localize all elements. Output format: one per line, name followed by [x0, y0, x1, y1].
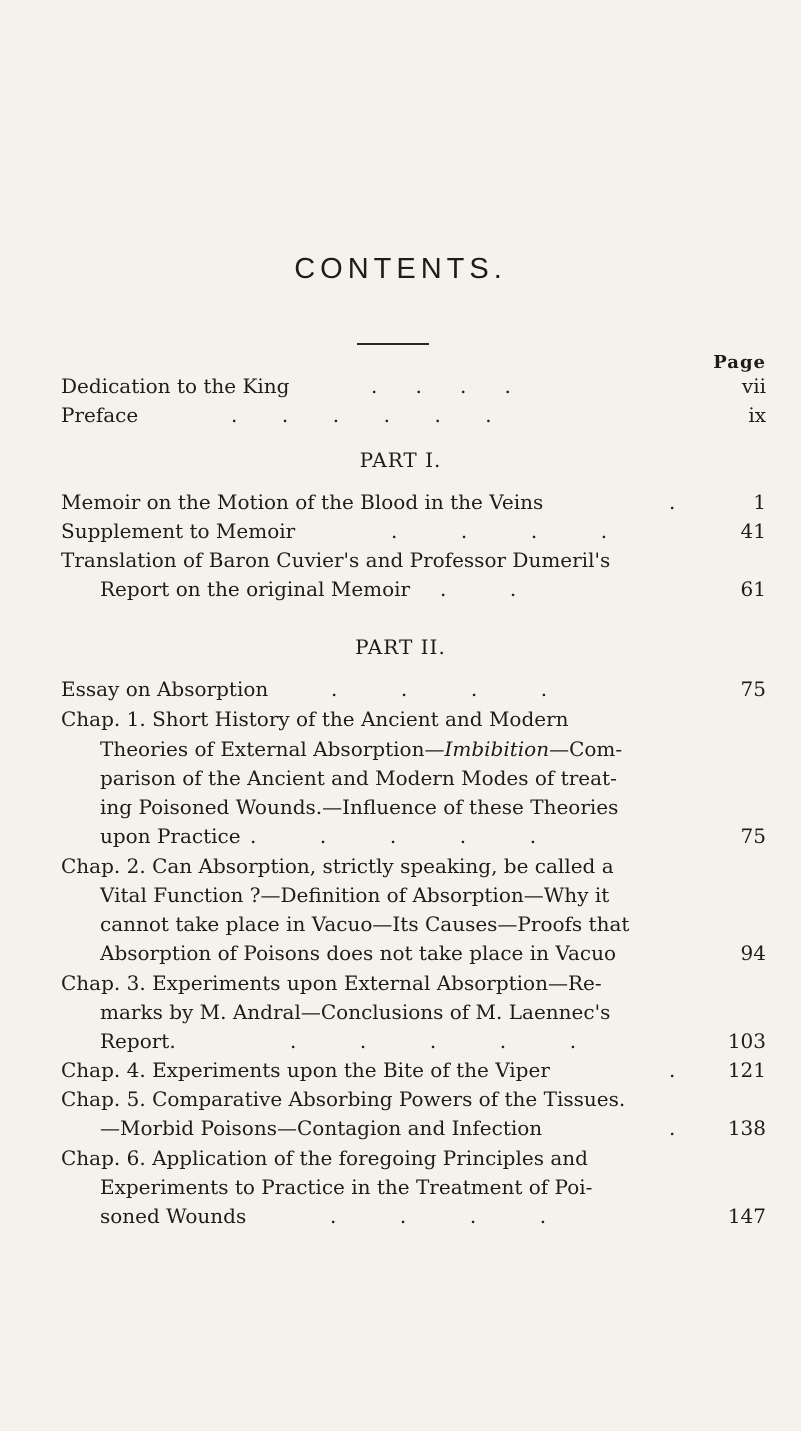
leader-dots: .: [669, 1116, 676, 1140]
toc-entry-memoir[interactable]: [61, 488, 766, 517]
leader-dots: .: [669, 490, 676, 514]
toc-entry-page: 147: [727, 1204, 766, 1228]
toc-entry-page: 121: [727, 1058, 766, 1082]
leader-dots: . .: [440, 577, 517, 601]
page-title: CONTENTS.: [294, 253, 507, 285]
toc-entry-essay[interactable]: [61, 675, 766, 704]
toc-entry-title: Report on the original Memoir: [100, 577, 411, 601]
toc-entry-translation-cont[interactable]: [100, 575, 766, 604]
toc-line-text: —Morbid Poisons—Contagion and Infection: [100, 1116, 543, 1140]
toc-entry-page: 75: [740, 824, 766, 848]
toc-entry-page: 94: [740, 941, 766, 965]
leader-dots: . . . .: [371, 374, 511, 398]
toc-line-text: Theories of External Absorption—: [100, 737, 445, 761]
toc-entry-chap-6[interactable]: [61, 1144, 766, 1173]
toc-entry-chap-5[interactable]: [61, 1085, 766, 1114]
toc-entry-title: Dedication to the King: [61, 374, 290, 398]
toc-entry-chap-2-line: [100, 939, 766, 968]
leader-dots: . . . . .: [250, 824, 537, 848]
toc-entry-title: Chap. 5. Comparative Absorbing Powers of the Tissues.: [61, 1087, 626, 1111]
toc-entry-page: vii: [741, 374, 766, 398]
toc-line-italic: Imbibition: [444, 737, 550, 761]
toc-line-text: soned Wounds: [100, 1204, 247, 1228]
toc-entry-page: 41: [740, 519, 766, 543]
toc-entry-title: Chap. 6. Application of the foregoing Principles and: [61, 1146, 588, 1170]
toc-entry-page: ix: [748, 403, 766, 427]
toc-entry-title: Supplement to Memoir: [61, 519, 296, 543]
toc-entry-chap-2[interactable]: [61, 852, 766, 881]
leader-dots: . . . .: [330, 1204, 547, 1228]
toc-entry-title: Preface: [61, 403, 139, 427]
toc-entry-chap-2-line: [100, 910, 766, 939]
toc-entry-preface[interactable]: [61, 401, 766, 430]
toc-entry-page: 1: [753, 490, 766, 514]
leader-dots: . . . .: [391, 519, 608, 543]
toc-entry-page: 75: [740, 677, 766, 701]
toc-entry-translation[interactable]: [61, 546, 766, 575]
toc-entry-chap-2-line: [100, 881, 766, 910]
toc-line-text: upon Practice: [100, 824, 241, 848]
leader-dots: . . . .: [331, 677, 548, 701]
toc-entry-chap-1-line: [100, 764, 766, 793]
leader-dots: . . . . .: [290, 1029, 577, 1053]
toc-entry-chap-1-line: [100, 793, 766, 822]
part-heading: PART I.: [359, 448, 442, 472]
toc-entry-chap-5-line: [100, 1114, 766, 1143]
toc-entry-chap-3[interactable]: [61, 969, 766, 998]
toc-entry-chap-3-line: [100, 998, 766, 1027]
part-heading: PART II.: [355, 635, 446, 659]
toc-entry-dedication[interactable]: [61, 372, 766, 401]
toc-entry-page: 138: [727, 1116, 766, 1140]
toc-entry-title: Translation of Baron Cuvier's and Professor Dumeril's: [61, 548, 611, 572]
toc-entry-chap-3-line: [100, 1027, 766, 1056]
toc-entry-page: 103: [727, 1029, 766, 1053]
toc-line-text: Report.: [100, 1029, 176, 1053]
title-rule: [357, 343, 429, 345]
toc-entry-chap-4[interactable]: [61, 1056, 766, 1085]
toc-entry-supplement[interactable]: [61, 517, 766, 546]
toc-entry-chap-6-line: [100, 1202, 766, 1231]
toc-entry-title: Chap. 4. Experiments upon the Bite of the Viper: [61, 1058, 550, 1082]
toc-entry-title: Memoir on the Motion of the Blood in the Veins: [61, 490, 544, 514]
toc-entry-title: Essay on Absorption: [61, 677, 269, 701]
toc-entry-page: 61: [740, 577, 766, 601]
toc-line-text: —Com-: [549, 737, 623, 761]
toc-line-text: cannot take place in Vacuo—Its Causes—Proofs that: [100, 912, 630, 936]
toc-line-text: Experiments to Practice in the Treatment of Poi-: [100, 1175, 593, 1199]
toc-entry-chap-1-line: [100, 735, 766, 764]
toc-line-text: parison of the Ancient and Modern Modes of treat-: [100, 766, 617, 790]
toc-entry-chap-6-line: [100, 1173, 766, 1202]
toc-entry-chap-1-line: [100, 822, 766, 851]
toc-entry-title: Chap. 3. Experiments upon External Absorption—Re-: [61, 971, 602, 995]
page-column-header: Page: [713, 352, 766, 373]
toc-line-text: ing Poisoned Wounds.—Influence of these Theories: [100, 795, 619, 819]
toc-line-text: marks by M. Andral—Conclusions of M. Laennec's: [100, 1000, 611, 1024]
toc-entry-title: Chap. 2. Can Absorption, strictly speaking, be called a: [61, 854, 614, 878]
leader-dots: . . . . . .: [231, 403, 492, 427]
leader-dots: .: [669, 1058, 676, 1082]
toc-entry-chap-1[interactable]: [61, 705, 766, 734]
toc-entry-title: Chap. 1. Short History of the Ancient and Modern: [61, 707, 569, 731]
toc-line-text: Absorption of Poisons does not take place in Vacuo: [100, 941, 617, 965]
toc-line-text: Vital Function ?—Definition of Absorption—Why it: [100, 883, 610, 907]
